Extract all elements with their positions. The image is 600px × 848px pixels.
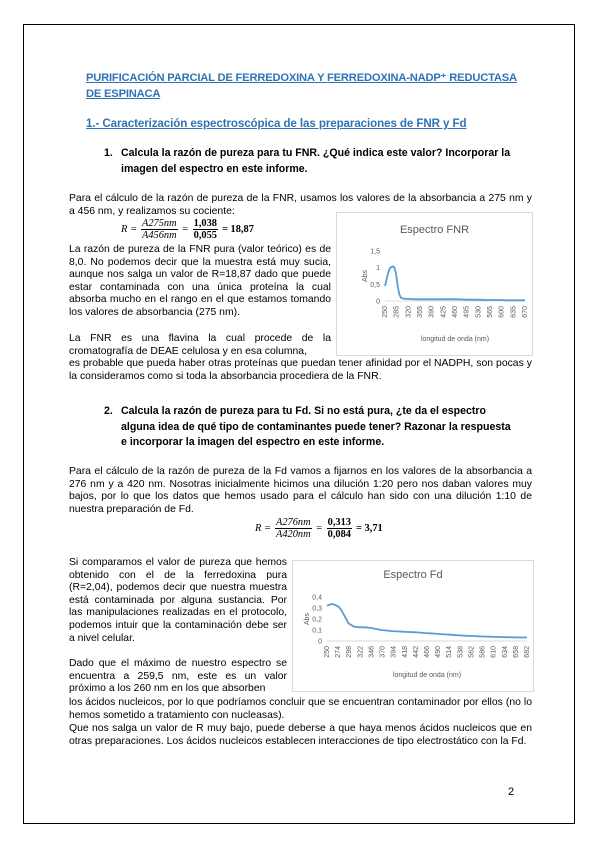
fd-spectrum-chart [292,560,534,692]
fd-paragraph-2b: los ácidos nucleicos, por lo que podríamos concluir que se encuentran contaminador por ellos (no lo hemos sometido a tratamiento con nucleasas). [69,697,532,721]
fd-paragraph-3: Que nos salga un valor de R muy bajo, puede deberse a que haya menos ácidos nucleicos que en otras preparaciones. Los ácidos nucleicos establecen interacciones de tipo electrostático con la Fd. [69,723,532,747]
fnr-spectrum-chart [336,212,533,356]
fd-x-tick-label: 610 [490,646,498,658]
fd-fraction-2-num: 0,313 [327,517,352,528]
fnr-x-tick-label: 425 [440,306,448,318]
fd-x-tick-label: 586 [479,646,487,658]
fd-y-tick-label: 0,1 [312,627,322,635]
fd-x-tick-label: 562 [468,646,476,658]
fnr-paragraph-2a: La FNR es una flavina la cual procede de la cromatografía de DEAE celulosa y en esa columna, [69,333,331,357]
fd-x-tick-label: 514 [446,646,454,658]
fd-y-axis-label: Abs [304,612,311,626]
fd-x-tick-label: 394 [390,646,398,658]
fd-x-tick-label: 250 [324,646,331,658]
fnr-fraction-1 [141,218,178,241]
fnr-x-tick-label: 495 [463,306,471,318]
fnr-y-tick-label: 0,5 [370,281,380,289]
fnr-y-tick-label: 1,5 [370,248,380,256]
fnr-paragraph-2b: es probable que pueda haber otras proteínas que puedan tener afinidad por el NADPH, son pocas y la consideramos como si toda la absorbancia procediera de la FNR. [69,358,532,382]
fnr-chart-title: Espectro FNR [399,224,470,236]
fd-paragraph-2a: Dado que el máximo de nuestro espectro se encuentra a 259,5 nm, este es un valor próximo a los 260 nm en los que absorben [69,658,287,695]
fd-x-tick-label: 298 [346,646,354,658]
fnr-formula-eq: = [181,224,189,235]
fnr-fraction-2-den: 0,055 [193,230,218,241]
fd-x-tick-label: 274 [335,646,343,658]
fnr-fraction-2 [193,218,218,241]
fd-fraction-1 [275,517,312,540]
fd-x-tick-label: 634 [501,646,509,658]
fd-x-tick-label: 658 [512,646,520,658]
fnr-fraction-1-num: A275nm [141,218,177,229]
fnr-formula-lhs: R = [121,224,137,235]
fd-fraction-1-num: A276nm [275,517,311,528]
fnr-y-tick-label: 0 [376,298,380,306]
fd-x-tick-label: 370 [379,646,387,658]
fd-paragraph-1: Si comparamos el valor de pureza que hemos obtenido con el de la ferredoxina pura (R=2,04), podemos decir que nuestra muestra está contaminada por alguna sustancia. Por las manipulaciones realizadas en el protocolo, podemos intuir que la contaminación debe ser a nivel celular. [69,557,287,644]
fd-formula-eq: = [315,523,323,534]
question-1-number: 1. [104,147,113,159]
fd-series-line [327,604,527,637]
fnr-formula [121,218,254,241]
fd-x-axis-label: longitud de onda (nm) [392,672,462,679]
fd-x-tick-label: 682 [524,646,531,658]
fd-y-tick-label: 0,2 [312,616,322,624]
fnr-y-axis-label: Abs [362,269,369,283]
fnr-x-axis-label: longitud de onda (nm) [420,336,490,343]
document-title: PURIFICACIÓN PARCIAL DE FERREDOXINA Y FERREDOXINA-NADP⁺ REDUCTASA DE ESPINACA [86,72,517,100]
fnr-paragraph-1: La razón de pureza de la FNR pura (valor teórico) es de 8,0. No podemos decir que la muestra está muy sucia, aunque nos salga un valor de R=18,87 dado que puede estar contaminada con una única proteína la cual absorba mucho en el rango en el que estamos tomando los valores de absorbancia (275 nm). [69,244,331,318]
fnr-x-tick-label: 670 [522,306,529,318]
fd-x-tick-label: 442 [412,646,420,658]
fd-x-tick-label: 466 [424,646,431,658]
fd-formula-result: = 3,71 [356,523,383,534]
fnr-spectrum-svg [337,213,532,355]
question-2-number: 2. [104,405,113,417]
fnr-x-tick-label: 565 [487,306,494,318]
fd-formula [255,517,383,540]
fnr-x-tick-label: 635 [510,306,518,318]
question-2 [104,404,516,451]
fnr-intro: Para el cálculo de la razón de pureza de la FNR, usamos los valores de la absorbancia a 275 nm y a 456 nm, y realizamos su cociente: [69,193,532,217]
fnr-x-tick-label: 460 [452,306,459,318]
fd-x-tick-label: 346 [368,646,376,658]
fnr-formula-result: = 18,87 [222,224,254,235]
fd-x-tick-label: 538 [457,646,465,658]
fd-fraction-2 [327,517,352,540]
fnr-x-tick-label: 530 [475,306,483,318]
fd-intro: Para el cálculo de la razón de pureza de la Fd vamos a fijarnos en los valores de la absorbancia a 276 nm y a 420 nm. Nosotras inicialmente hicimos una dilución 1:20 pero nos daban valores muy bajos, por lo que los datos que hemos usado para el cálculo han sido con una dilución 1:10 de nuestra preparación de Fd. [69,466,532,515]
fnr-x-tick-label: 600 [498,306,506,318]
fnr-fraction-2-num: 1,038 [193,218,218,229]
fnr-series-line [385,266,525,300]
fd-x-tick-label: 418 [401,646,409,658]
fd-y-tick-label: 0,4 [312,594,322,602]
fd-formula-lhs: R = [255,523,271,534]
fd-chart-title: Espectro Fd [383,569,443,581]
question-2-text: Calcula la razón de pureza para tu Fd. Si no está pura, ¿te da el espectro alguna idea de qué tipo de contaminantes puede tener? Razonar la respuesta e incorporar la imagen del espectro en este informe. [121,405,511,448]
page-number: 2 [508,786,515,798]
fd-x-tick-label: 490 [435,646,443,658]
fnr-x-tick-label: 250 [382,306,389,318]
section-heading: 1.- Caracterización espectroscópica de las preparaciones de FNR y Fd [86,117,467,130]
fd-y-tick-label: 0 [318,638,322,646]
fd-x-tick-label: 322 [357,646,365,658]
fd-spectrum-svg [293,561,533,691]
fnr-x-tick-label: 390 [428,306,436,318]
question-1 [104,146,516,177]
fnr-x-tick-label: 355 [417,306,424,318]
fd-fraction-1-den: A420nm [275,529,311,540]
fnr-x-tick-label: 320 [405,306,413,318]
fd-fraction-2-den: 0,084 [327,529,352,540]
fnr-fraction-1-den: A456nm [141,230,177,241]
fnr-y-tick-label: 1 [376,265,380,273]
question-1-text: Calcula la razón de pureza para tu FNR. ¿Qué indica este valor? Incorporar la imagen del espectro en este informe. [121,147,511,175]
fd-y-tick-label: 0,3 [312,605,322,613]
fnr-x-tick-label: 285 [393,306,401,318]
